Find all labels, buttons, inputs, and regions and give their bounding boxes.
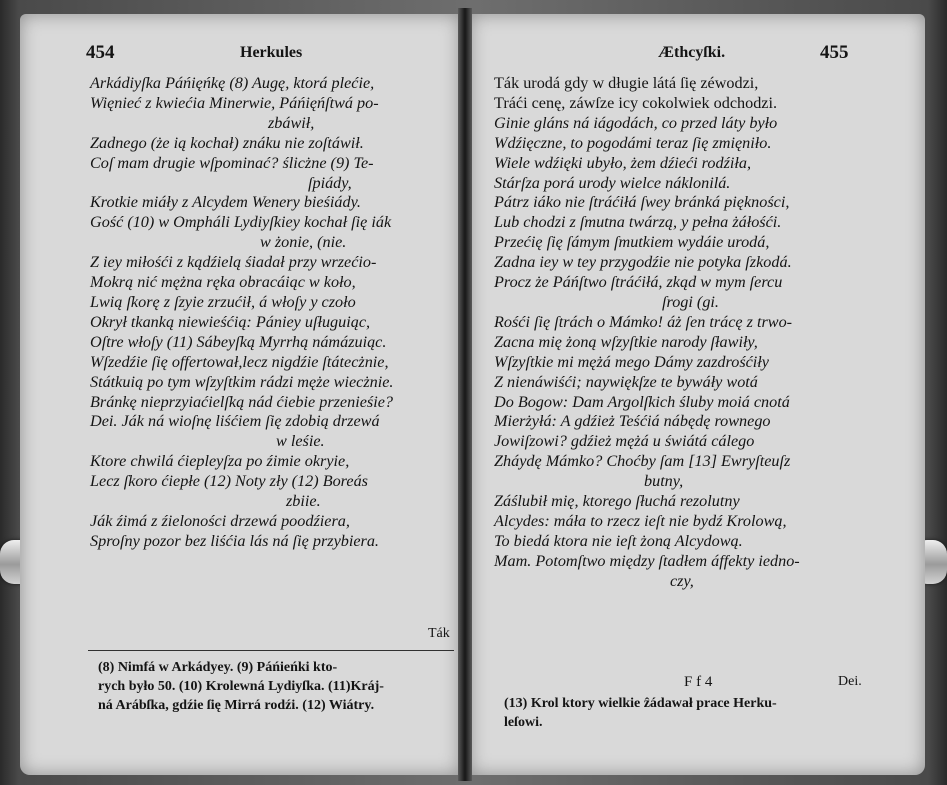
footnote-line: (8) Nimfá w Arkádyey. (9) Páńieńki kto- <box>98 660 338 675</box>
left-verse-block <box>20 74 460 552</box>
verse-line: Ják źimá z źieloności drzewá poodźiera, <box>90 511 350 530</box>
verse-line: Zacna mię żoną wſzyſtkie narody ſławiły, <box>494 332 758 351</box>
left-footnote-rule <box>88 650 454 651</box>
verse-line: Więnieć z kwiećia Minerwie, Páńięńſtwá po- <box>90 93 379 112</box>
book-gutter <box>458 8 472 781</box>
verse-line: Z iey miłośći z kądźielą śiadał przy wrzećio- <box>90 253 377 272</box>
verse-line: Arkádiyſka Páńięńkę (8) Augę, ktorá plećie, <box>90 74 375 92</box>
verse-line: Lecz ſkoro ćiepłe (12) Noty zły (12) Boreás <box>90 472 368 491</box>
footnote-line: rych było 50. (10) Krolewná Lydiyſka. (11)Kráj- <box>98 679 384 694</box>
right-page <box>470 14 925 775</box>
left-page <box>20 14 460 775</box>
verse-line: Bránkę nieprzyiaćielſką nád ćiebie przenieśie? <box>90 392 393 411</box>
verse-line: Mam. Potomſtwo między ſtadłem áffekty iedno- <box>494 551 800 570</box>
right-verse-block <box>470 74 925 592</box>
verse-line: Wdźięczne, to pogodámi teraz ſię zmięniło. <box>494 133 772 152</box>
verse-line: Wſzedźie ſię offertował,lecz nigdźie ſtátecżnie, <box>90 352 389 371</box>
verse-line: Ták urodá gdy w długie látá ſię zéwodzi, <box>494 74 759 92</box>
footnote-line: leſowi. <box>504 715 543 730</box>
verse-line: Procz że Páńſtwo ſtráćiłá, zkąd w mym ſercu <box>494 273 783 292</box>
verse-line: Stárſza porá urody wielce náklonilá. <box>494 173 731 192</box>
verse-line: Sproſny pozor bez liśćia lás ná ſię przybiera. <box>90 531 379 550</box>
verse-line: Gość (10) w Ompháli Lydiyſkiey kochał ſię iák <box>90 213 392 232</box>
verse-line: Státkuią po tym wſzyſtkim rádzi męże wiecżnie. <box>90 372 394 391</box>
verse-line: Tráći cenę, záwſze icy cokolwiek odchodzi. <box>494 93 778 112</box>
verse-line: butny, <box>644 472 684 491</box>
right-page-number: 455 <box>820 42 849 63</box>
verse-line: Oſtre włoſy (11) Sábeyſką Myrrhą námázuiąc. <box>90 332 387 351</box>
verse-line: Z nienáwiśći; naywiękſze te bywáły wotá <box>494 372 758 391</box>
verse-line: Zháydę Mámko? Choćby ſam [13] Ewryſteuſz <box>494 452 791 471</box>
verse-line: Mierżyłá: A gdźież Teśćiá nábędę rownego <box>494 412 771 431</box>
footnote-line: (13) Krol ktory wielkie ẑádawał prace Herku- <box>504 696 777 711</box>
verse-line: ſpiády, <box>308 173 352 192</box>
right-running-head: Æthcyſki. <box>658 44 726 61</box>
right-footnotes <box>504 694 777 732</box>
left-footnotes <box>98 658 384 715</box>
verse-line: Zadnego (że ią kochał) znáku nie zoſtáwił. <box>90 133 364 152</box>
verse-line: Pátrz iáko nie ſtráćiłá ſwey bránká piękności, <box>494 193 790 212</box>
verse-line: Wſzyſtkie mi mężá mego Dámy zazdrośćiły <box>494 352 769 371</box>
left-running-head: Herkules <box>240 44 303 61</box>
right-catchword: Dei. <box>838 674 862 689</box>
verse-line: To biedá ktora nie ieſt żoną Alcydową. <box>494 531 743 550</box>
verse-line: Rośći ſię ſtrách o Mámko! áż ſen trácę z trwo- <box>494 312 793 331</box>
verse-line: Okrył tkanką niewieśćią: Pániey uſługuiąc, <box>90 312 371 331</box>
verse-line: Ktore chwilá ćiepleyſza po źimie okryie, <box>90 452 350 471</box>
verse-line: Jowiſzowi? gdźież mężá u świátá cálego <box>494 432 755 451</box>
verse-line: Coſ mam drugie wſpominać? ślicżne (9) Te- <box>90 153 374 172</box>
right-signature-mark: F f 4 <box>684 674 713 690</box>
left-page-number: 454 <box>86 42 115 63</box>
verse-line: ſrogi (gi. <box>662 292 719 311</box>
verse-line: zbáwił, <box>268 113 315 132</box>
right-page-header <box>470 40 925 68</box>
left-catchword: Ták <box>428 626 450 641</box>
verse-line: Zadna iey w tey przygodźie nie potyka ſzkodá. <box>494 253 792 272</box>
verse-line: Mokrą nić mężna ręka obracáiąc w koło, <box>90 273 356 292</box>
left-page-header <box>20 40 460 68</box>
verse-line: Alcydes: máła to rzecz ieſt nie bydź Krolową, <box>494 511 787 530</box>
verse-line: Lwią ſkorę z ſzyie zrzućił, á włoſy y czoło <box>90 292 356 311</box>
verse-line: czy, <box>670 571 694 590</box>
verse-line: Krotkie miáły z Alcydem Wenery bieśiády. <box>90 193 361 212</box>
verse-line: Ginie gláns ná iágodách, co przed láty było <box>494 113 778 132</box>
verse-line: zbiie. <box>286 492 321 511</box>
footnote-line: ná Arábſka, gdźie ſię Mirrá rodźi. (12) Wiátry. <box>98 698 375 713</box>
verse-line: Do Bogow: Dam Argolſkich śluby moiá cnotá <box>494 392 790 411</box>
verse-line: Wiele wdźięki ubyło, żem dźieći rodźiła, <box>494 153 752 172</box>
verse-line: w żonie, (nie. <box>260 233 347 252</box>
verse-line: w leśie. <box>276 432 325 451</box>
verse-line: Záślubił mię, ktorego ſłuchá rezolutny <box>494 492 740 511</box>
verse-line: Przećię ſię ſámym ſmutkiem wydáie urodá, <box>494 233 770 252</box>
verse-line: Lub chodzi z ſmutna twárzą, y pełna żáłośći. <box>494 213 782 232</box>
verse-line: Dei. Ják ná wioſnę liśćiem ſię zdobią drzewá <box>90 412 380 431</box>
